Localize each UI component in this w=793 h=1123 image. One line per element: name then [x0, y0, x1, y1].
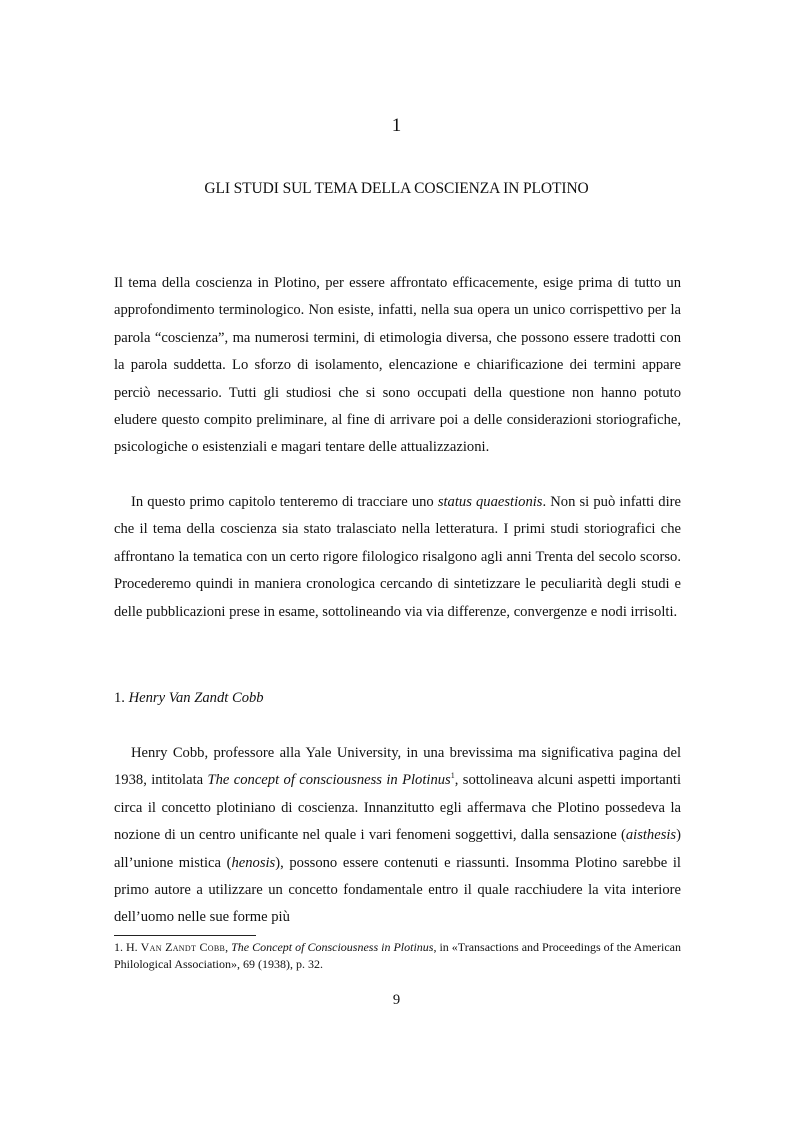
paragraph-intro: Il tema della coscienza in Plotino, per essere affrontato efficacemente, esige prima di tutto un approfondimento terminologico. Non esiste, infatti, nella sua opera un unico corrispettivo per la parola “coscienza”, ma numerosi termini, di etimologia diversa, che possono essere tradotti con la parola suddetta. Lo sforzo di isolamento, elencazione e chiarificazione dei termini appare perciò necessario. Tutti gli studiosi che si sono occupati della questione non hanno potuto eludere questo compito preliminare, al fine di arrivare poi a delle considerazioni storiografiche, psicologiche o esistenziali e magari tentare delle attualizzazioni. [114, 275, 681, 456]
chapter-number: 1 [391, 115, 402, 136]
footnote-separator: , [225, 940, 232, 954]
paragraph-status-quaestionis [114, 489, 681, 626]
footnote-author: Van Zandt Cobb [140, 940, 226, 954]
section-heading [114, 685, 264, 712]
paragraph-text: ), possono essere contenuti e riassunti. Insomma Plotino sarebbe il primo autore a utilizzare un concetto fondamentale entro il quale racchiudere la vita interiore dell’uomo nelle sue forme più [114, 854, 681, 926]
chapter-title: GLI STUDI SUL TEMA DELLA COSCIENZA IN PLOTINO [204, 180, 589, 197]
footnote [114, 939, 681, 974]
paragraph-text: ) all’unione mistica ( [114, 827, 681, 871]
footnote-reference[interactable]: 1 [450, 771, 455, 781]
work-title: The concept of consciousness in Plotinus [207, 772, 451, 789]
italic-term: status quaestionis [437, 494, 543, 510]
section-number: 1. [114, 690, 129, 706]
footnote-work-title: The Concept of Consciousness in Plotinus [231, 940, 434, 954]
footnote-divider [114, 935, 256, 936]
footnote-text: , in «Transactions and Proceedings of the American Philological Association», 69 (1938), p. 32. [114, 940, 681, 972]
paragraph-cobb [114, 740, 681, 930]
paragraph-text: In questo primo capitolo tenteremo di tracciare uno [131, 494, 438, 510]
greek-term: aisthesis [625, 827, 677, 844]
greek-term: henosis [231, 854, 276, 871]
paragraph-text: , sottolineava alcuni aspetti importanti circa il concetto plotiniano di coscienza. Innanzitutto egli affermava che Plotino possedeva la nozione di un centro unificante nel quale i vari fenomeni soggettivi, dalla sensazione ( [114, 772, 681, 844]
paragraph-text: Henry Cobb, professore alla Yale University, in una brevissima ma significativa pagina del 1938, intitolata [114, 745, 681, 789]
paragraph-text: . Non si può infatti dire che il tema della coscienza sia stato tralasciato nella letteratura. I primi studi storiografici che affrontano la tematica con un certo rigore filologico risalgono agli anni Trenta del secolo scorso. Procederemo quindi in maniera cronologica cercando di sintetizzare le peculiarità degli studi e delle pubblicazioni prese in esame, sottolineando via via differenze, convergenze e nodi irrisolti. [114, 494, 681, 620]
section-title: Henry Van Zandt Cobb [128, 690, 264, 706]
page-number: 9 [392, 992, 401, 1008]
footnote-marker: 1. H. [114, 940, 141, 954]
